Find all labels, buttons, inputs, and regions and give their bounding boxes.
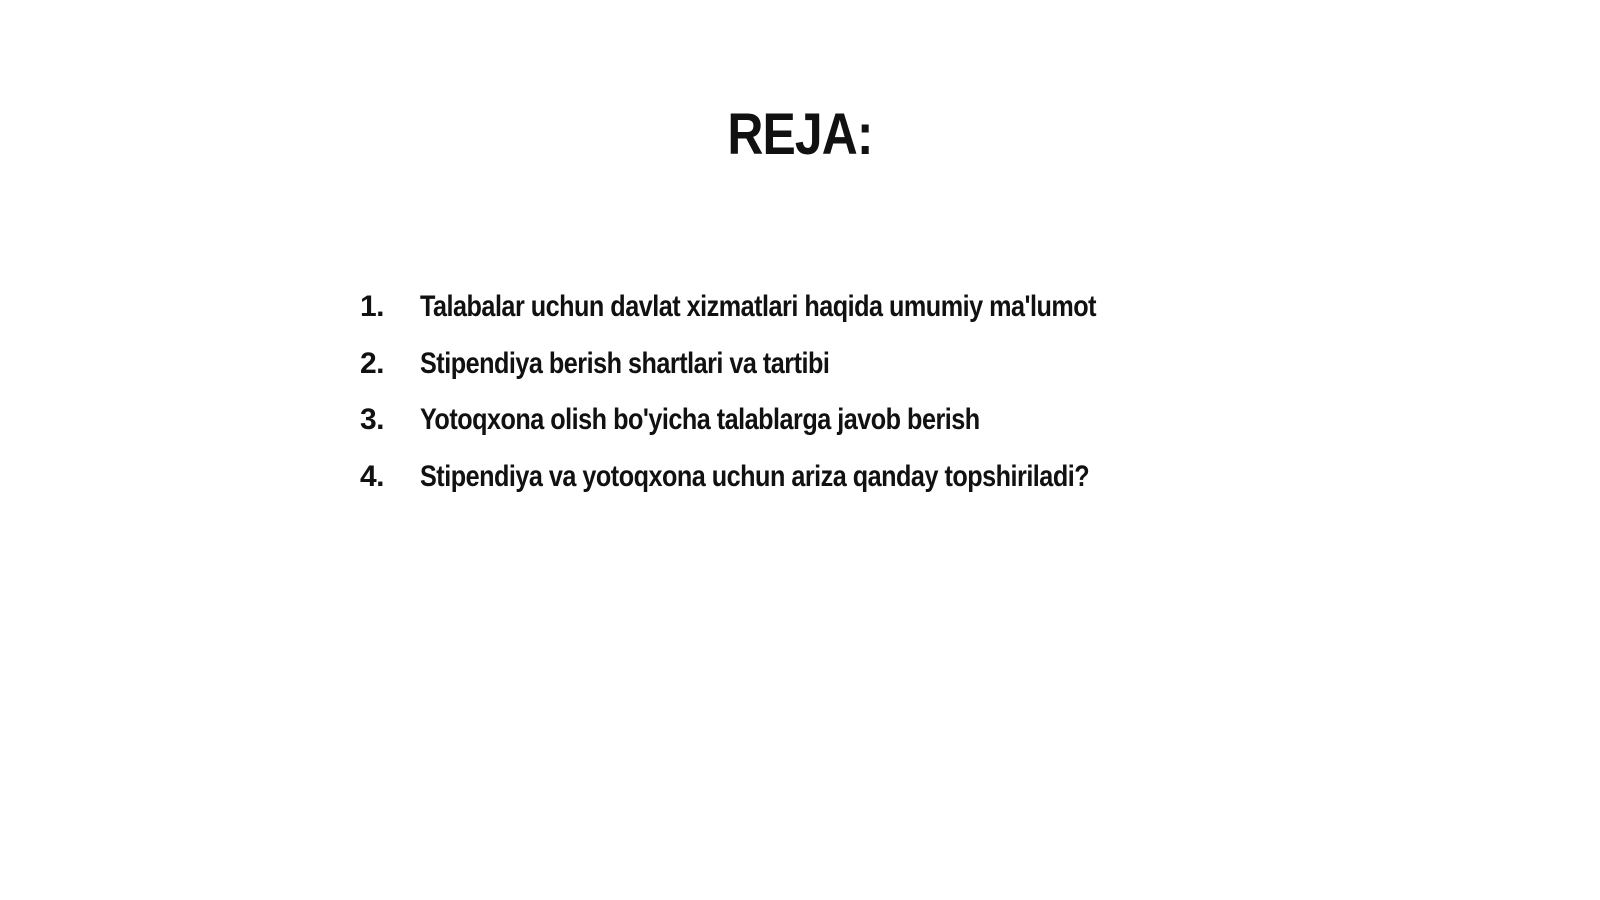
plan-item-number: 1. xyxy=(360,290,384,323)
plan-item-text: Stipendiya berish shartlari va tartibi xyxy=(420,346,830,380)
plan-item-3 xyxy=(360,400,1225,457)
slide-title: REJA: xyxy=(727,102,873,167)
plan-item-number: 4. xyxy=(360,459,384,493)
plan-item-text: Stipendiya va yotoqxona uchun ariza qanday topshiriladi? xyxy=(420,459,1090,493)
plan-item-number: 2. xyxy=(360,346,384,380)
plan-item-2 xyxy=(360,344,1225,401)
plan-item-1 xyxy=(360,287,1225,344)
plan-item-number: 3. xyxy=(360,403,384,436)
plan-list xyxy=(360,287,1225,513)
plan-item-text: Yotoqxona olish bo'yicha talablarga javob berish xyxy=(420,403,980,436)
plan-item-4 xyxy=(360,457,1225,514)
plan-item-text: Talabalar uchun davlat xizmatlari haqida umumiy ma'lumot xyxy=(420,290,1097,323)
